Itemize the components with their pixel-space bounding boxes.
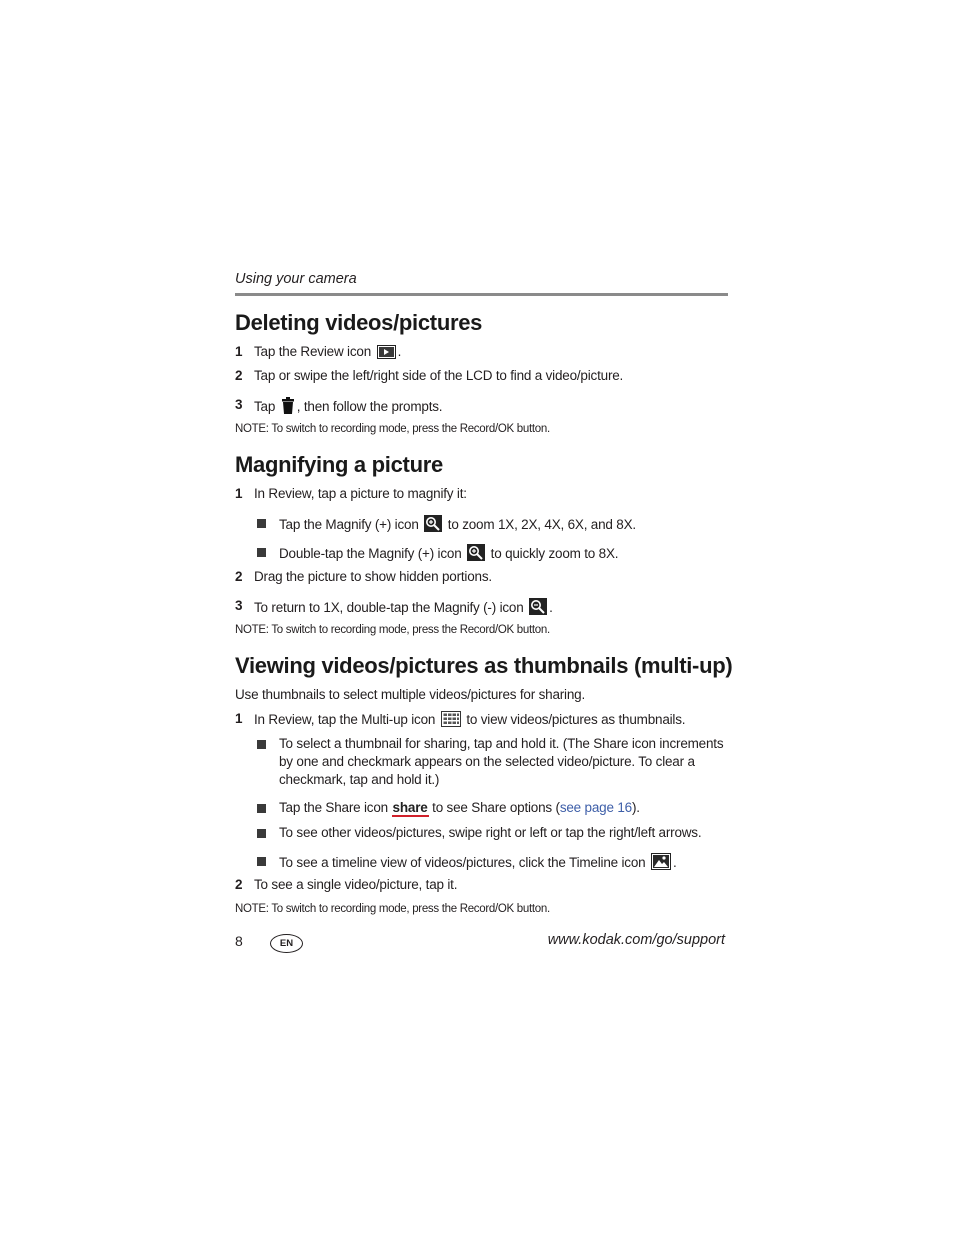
note: NOTE: To switch to recording mode, press the Record/OK button. <box>235 423 550 435</box>
step-number: 3 <box>235 397 243 412</box>
timeline-icon <box>651 853 671 873</box>
multi-up-icon <box>441 711 461 730</box>
step-number: 3 <box>235 598 243 613</box>
magnifying-step-2: Drag the picture to show hidden portions. <box>254 569 492 584</box>
step-number: 1 <box>235 344 243 359</box>
thumbnails-step-2: To see a single video/picture, tap it. <box>254 877 458 892</box>
running-header: Using your camera <box>235 271 357 287</box>
thumbnails-intro: Use thumbnails to select multiple videos/pictures for sharing. <box>235 687 586 702</box>
magnifying-step-3: To return to 1X, double-tap the Magnify (-) icon . <box>254 598 553 618</box>
page-number: 8 <box>235 933 243 949</box>
bullet <box>257 804 266 813</box>
bullet <box>257 519 266 528</box>
step-number: 1 <box>235 711 243 726</box>
thumb-bullet-4: To see a timeline view of videos/pictures, click the Timeline icon . <box>279 853 677 873</box>
deleting-step-3: Tap , then follow the prompts. <box>254 397 442 417</box>
thumbnails-step-1: In Review, tap the Multi-up icon to view videos/pictures as thumbnails. <box>254 711 685 730</box>
bullet <box>257 740 266 749</box>
note: NOTE: To switch to recording mode, press the Record/OK button. <box>235 624 550 636</box>
review-icon <box>377 345 396 362</box>
magnify-bullet-1: Tap the Magnify (+) icon to zoom 1X, 2X, 4X, 6X, and 8X. <box>279 515 636 535</box>
step-number: 2 <box>235 569 243 584</box>
step-number: 1 <box>235 486 243 501</box>
heading-deleting: Deleting videos/pictures <box>235 310 483 335</box>
see-page-16-link[interactable]: see page 16 <box>559 800 632 815</box>
deleting-step-1: Tap the Review icon . <box>254 344 401 362</box>
magnify-minus-icon <box>529 598 547 618</box>
bullet <box>257 829 266 838</box>
thumb-bullet-1-line-2: by one and checkmark appears on the selected video/picture. To clear a <box>279 754 695 769</box>
bullet <box>257 857 266 866</box>
heading-magnifying: Magnifying a picture <box>235 452 443 477</box>
share-icon: share <box>392 800 428 815</box>
thumb-bullet-1-line-1: To select a thumbnail for sharing, tap and hold it. (The Share icon increments <box>279 736 724 751</box>
magnify-plus-icon <box>424 515 442 535</box>
magnify-plus-icon <box>467 544 485 564</box>
thumb-bullet-1-line-3: checkmark, tap and hold it.) <box>279 772 440 787</box>
step-number: 2 <box>235 877 243 892</box>
header-rule <box>235 293 728 296</box>
thumb-bullet-2: Tap the Share icon share to see Share options (see page 16). <box>279 800 640 815</box>
thumb-bullet-3: To see other videos/pictures, swipe right or left or tap the right/left arrows. <box>279 825 702 840</box>
magnifying-step-1: In Review, tap a picture to magnify it: <box>254 486 467 501</box>
support-url[interactable]: www.kodak.com/go/support <box>547 932 725 948</box>
deleting-step-2: Tap or swipe the left/right side of the LCD to find a video/picture. <box>254 368 624 383</box>
magnify-bullet-2: Double-tap the Magnify (+) icon to quickly zoom to 8X. <box>279 544 618 564</box>
trash-icon <box>281 397 295 417</box>
bullet <box>257 548 266 557</box>
note: NOTE: To switch to recording mode, press the Record/OK button. <box>235 903 550 915</box>
heading-thumbnails: Viewing videos/pictures as thumbnails (multi-up) <box>235 653 733 678</box>
step-number: 2 <box>235 368 243 383</box>
language-badge: EN <box>270 934 303 953</box>
